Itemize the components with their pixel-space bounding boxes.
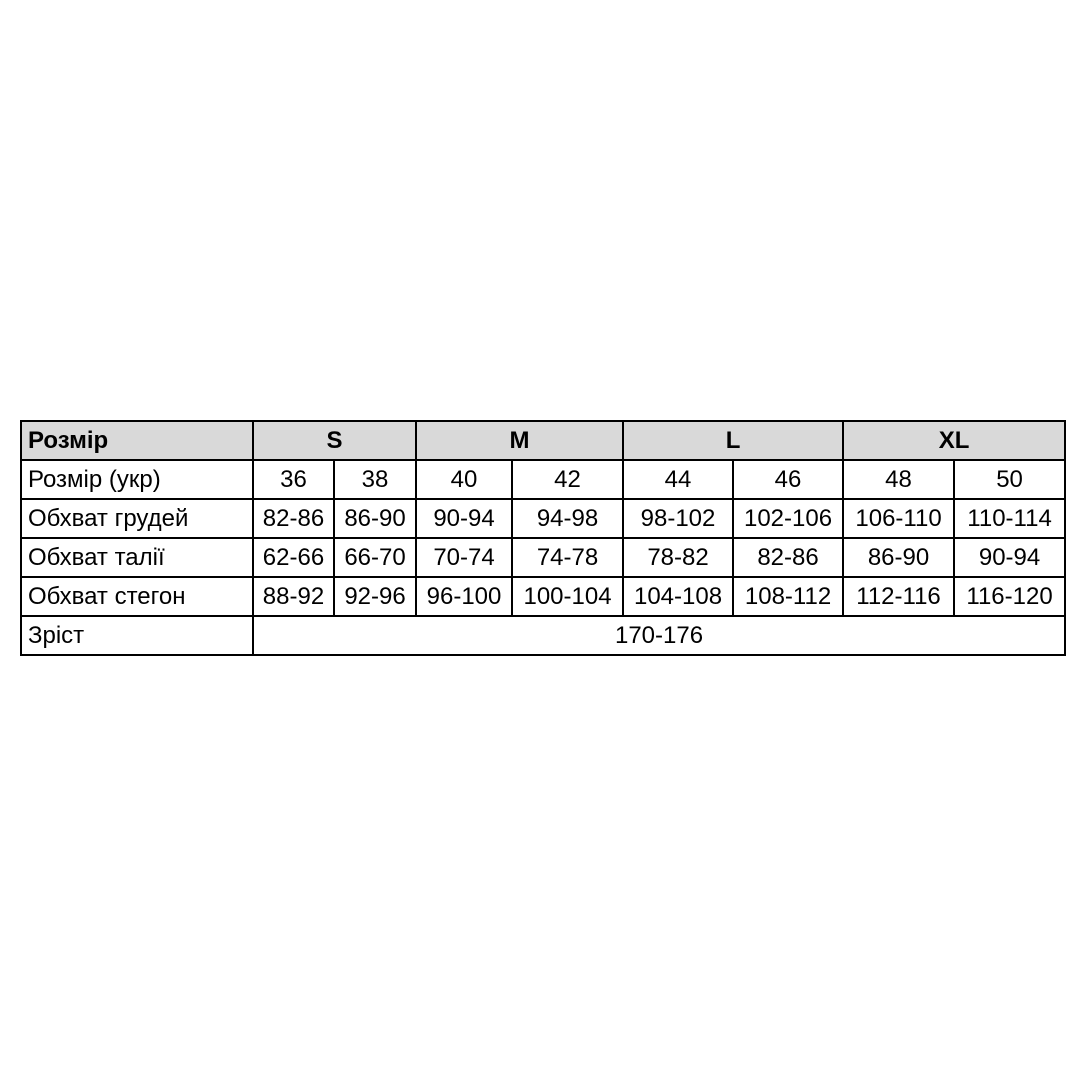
table-cell: 42: [512, 460, 623, 499]
header-row: [21, 421, 1065, 460]
table-row: [21, 577, 1065, 616]
table-cell: 74-78: [512, 538, 623, 577]
table-cell: 36: [253, 460, 334, 499]
table-cell: 92-96: [334, 577, 416, 616]
height-row: [21, 616, 1065, 655]
table-cell: 90-94: [416, 499, 512, 538]
table-cell: 62-66: [253, 538, 334, 577]
table-row: [21, 499, 1065, 538]
table-cell: 94-98: [512, 499, 623, 538]
table-cell: 100-104: [512, 577, 623, 616]
table-cell: 44: [623, 460, 733, 499]
size-chart-table: [20, 420, 1066, 656]
table-cell: 106-110: [843, 499, 954, 538]
row-label: Обхват талії: [21, 538, 253, 577]
size-group-s: S: [253, 421, 416, 460]
table-cell: 48: [843, 460, 954, 499]
table-cell: 108-112: [733, 577, 843, 616]
table-row: [21, 460, 1065, 499]
table-cell: 116-120: [954, 577, 1065, 616]
table-cell: 112-116: [843, 577, 954, 616]
size-group-xl: XL: [843, 421, 1065, 460]
table-cell: 82-86: [733, 538, 843, 577]
row-label: Обхват грудей: [21, 499, 253, 538]
table-cell: 86-90: [334, 499, 416, 538]
table-cell: 90-94: [954, 538, 1065, 577]
table-cell: 86-90: [843, 538, 954, 577]
table-cell: 70-74: [416, 538, 512, 577]
header-label: Розмір: [21, 421, 253, 460]
size-group-m: M: [416, 421, 623, 460]
row-label: Обхват стегон: [21, 577, 253, 616]
table-cell: 78-82: [623, 538, 733, 577]
table-cell: 96-100: [416, 577, 512, 616]
height-value-cell: 170-176: [253, 616, 1065, 655]
table-cell: 110-114: [954, 499, 1065, 538]
table-cell: 88-92: [253, 577, 334, 616]
row-label: Розмір (укр): [21, 460, 253, 499]
table-cell: 40: [416, 460, 512, 499]
table-cell: 38: [334, 460, 416, 499]
table-cell: 46: [733, 460, 843, 499]
table-cell: 102-106: [733, 499, 843, 538]
table-cell: 82-86: [253, 499, 334, 538]
table-cell: 98-102: [623, 499, 733, 538]
table-row: [21, 538, 1065, 577]
size-group-l: L: [623, 421, 843, 460]
table-cell: 66-70: [334, 538, 416, 577]
table-cell: 104-108: [623, 577, 733, 616]
table-cell: 50: [954, 460, 1065, 499]
row-label: Зріст: [21, 616, 253, 655]
